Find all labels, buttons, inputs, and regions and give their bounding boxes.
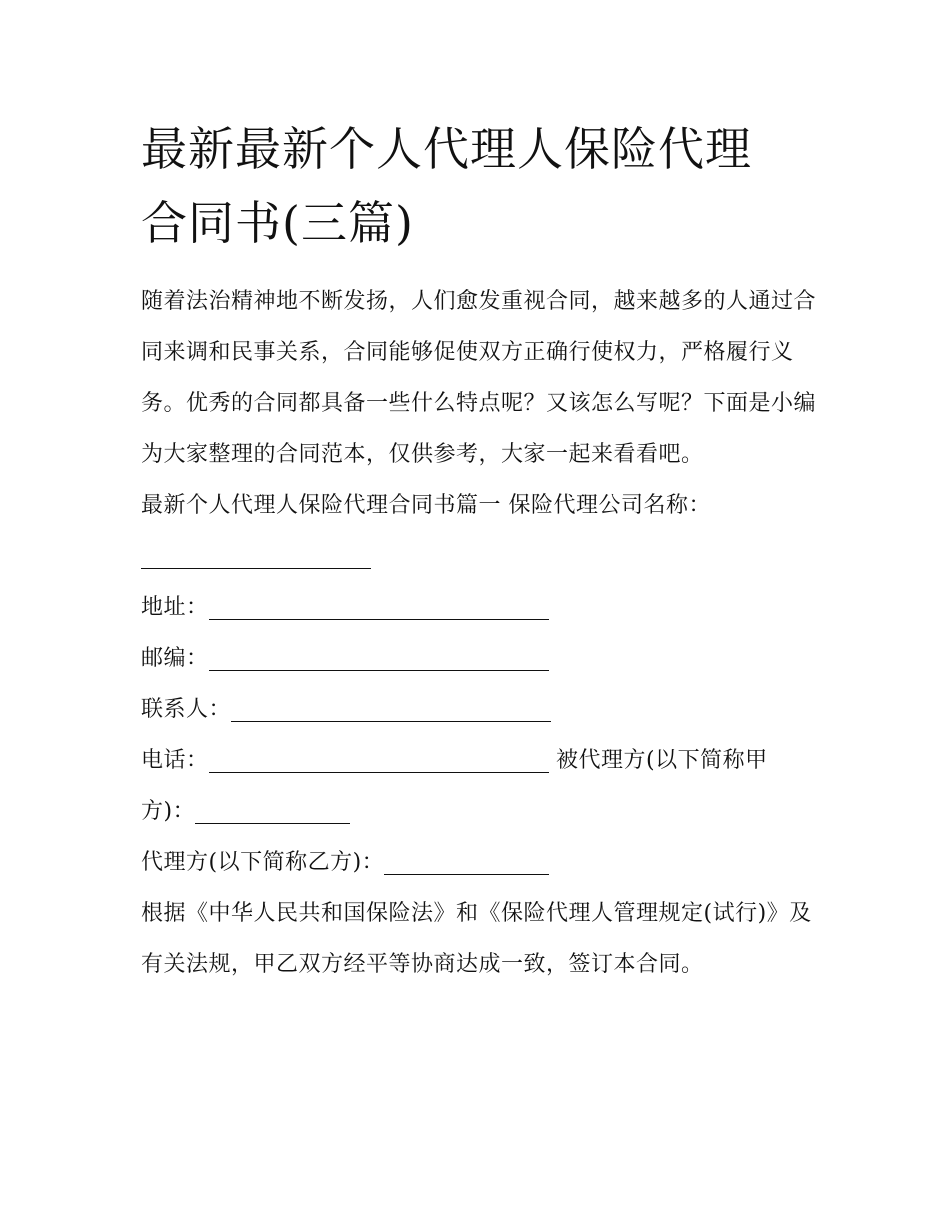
title-line-2: 合同书(三篇) xyxy=(141,196,414,250)
title-line-1: 最新最新个人代理人保险代理 xyxy=(141,122,752,176)
phone-principal-line xyxy=(141,735,821,837)
section-heading: 最新个人代理人保险代理合同书篇一 保险代理公司名称： xyxy=(141,493,711,518)
company-name-blank xyxy=(141,538,371,569)
principal-label: 被代理方(以下简称甲方)： xyxy=(141,748,768,824)
principal-blank xyxy=(195,793,350,824)
company-name-line xyxy=(141,531,821,582)
address-blank xyxy=(209,589,549,620)
basis-paragraph: 根据《中华人民共和国保险法》和《保险代理人管理规定(试行)》及有关法规，甲乙双方经平等协商达成一致，签订本合同。 xyxy=(141,901,812,977)
section-heading-paragraph xyxy=(141,480,821,531)
agent-label: 代理方(以下简称乙方)： xyxy=(141,850,385,875)
phone-blank xyxy=(209,742,549,773)
postcode-label: 邮编： xyxy=(141,646,209,671)
agent-line xyxy=(141,837,821,888)
address-line xyxy=(141,582,821,633)
contact-blank xyxy=(231,691,551,722)
agent-blank xyxy=(384,844,549,875)
contact-line xyxy=(141,684,821,735)
document-title xyxy=(141,112,821,260)
intro-paragraph: 随着法治精神地不断发扬，人们愈发重视合同，越来越多的人通过合同来调和民事关系，合同能够促使双方正确行使权力，严格履行义务。优秀的合同都具备一些什么特点呢？又该怎么写呢？下面是小编为大家整理的合同范本，仅供参考，大家一起来看看吧。 xyxy=(141,289,817,467)
contact-label: 联系人： xyxy=(141,697,232,722)
postcode-line xyxy=(141,633,821,684)
address-label: 地址： xyxy=(141,595,209,620)
postcode-blank xyxy=(209,640,549,671)
phone-label: 电话： xyxy=(141,748,209,773)
document-content xyxy=(141,112,821,990)
